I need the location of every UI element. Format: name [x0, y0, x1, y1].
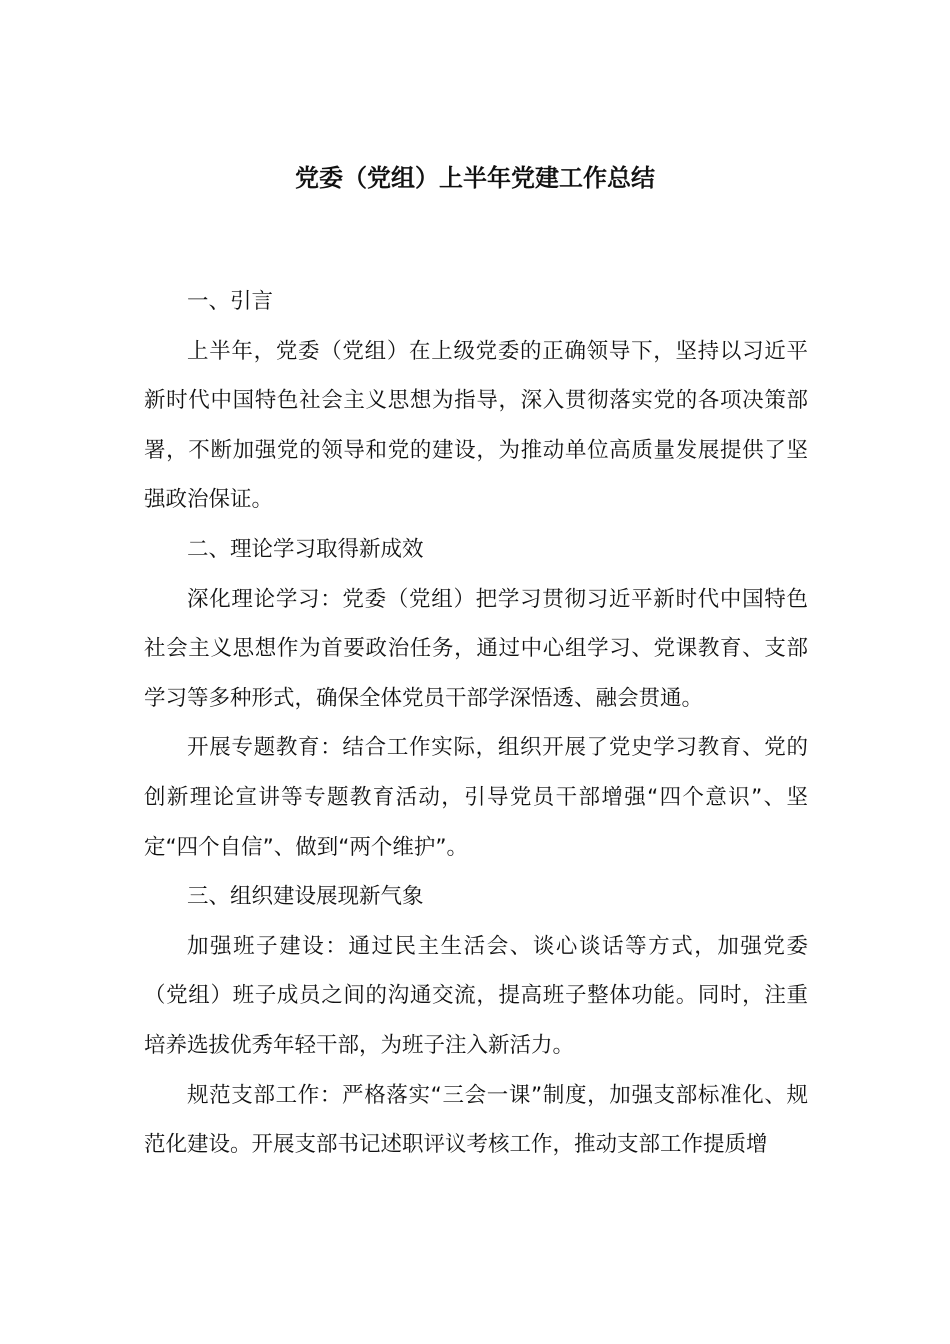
document-body	[144, 277, 808, 1170]
paragraph-intro: 上半年，党委（党组）在上级党委的正确领导下，坚持以习近平新时代中国特色社会主义思想为指导，深入贯彻落实党的各项决策部署，不断加强党的领导和党的建设，为推动单位高质量发展提供了坚强政治保证。	[144, 338, 808, 513]
document-title: 党委（党组）上半年党建工作总结	[295, 164, 655, 192]
section-heading-organization: 三、组织建设展现新气象	[187, 884, 424, 910]
section-heading-theory: 二、理论学习取得新成效	[187, 536, 424, 562]
paragraph-branch-work: 规范支部工作：严格落实“三会一课”制度，加强支部标准化、规范化建设。开展支部书记述职评议考核工作，推动支部工作提质增	[144, 1082, 808, 1158]
paragraph-deepen-study: 深化理论学习：党委（党组）把学习贯彻习近平新时代中国特色社会主义思想作为首要政治任务，通过中心组学习、党课教育、支部学习等多种形式，确保全体党员干部学深悟透、融会贯通。	[144, 586, 808, 711]
paragraph-special-education: 开展专题教育：结合工作实际，组织开展了党史学习教育、党的创新理论宣讲等专题教育活动，引导党员干部增强“四个意识”、坚定“四个自信”、做到“两个维护”。	[144, 735, 808, 860]
section-heading-intro: 一、引言	[187, 289, 274, 314]
paragraph-team-building: 加强班子建设：通过民主生活会、谈心谈话等方式，加强党委（党组）班子成员之间的沟通交流，提高班子整体功能。同时，注重培养选拔优秀年轻干部，为班子注入新活力。	[144, 933, 808, 1058]
